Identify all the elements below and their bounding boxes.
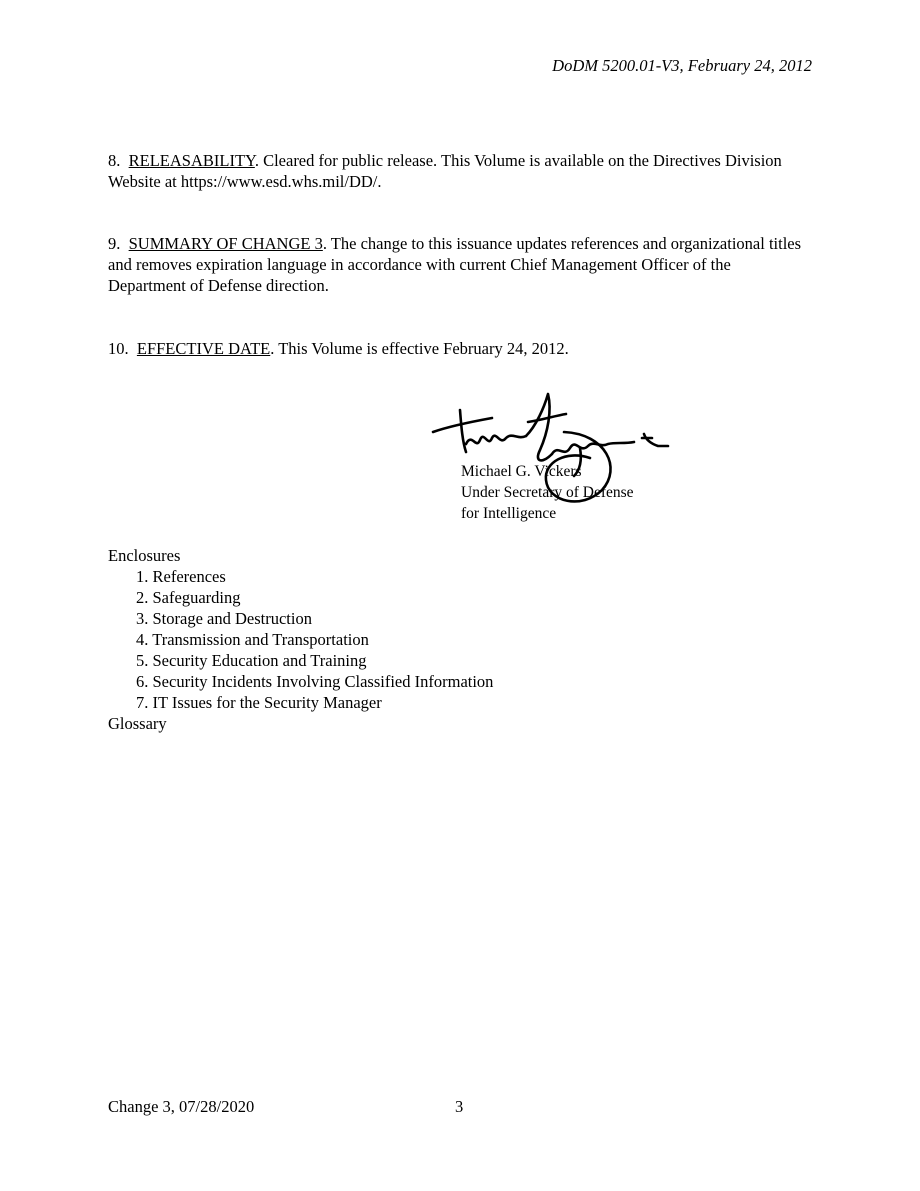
enclosures-title: Enclosures <box>108 546 181 565</box>
enclosure-item: 7. IT Issues for the Security Manager <box>136 693 382 712</box>
enclosure-item: 3. Storage and Destruction <box>136 609 312 628</box>
signature-block <box>430 388 680 528</box>
section-body: . Cleared for public release. This Volume is available on the Directives Division Website at https://www.esd.whs.mil/DD/. <box>108 151 782 191</box>
enclosure-item: 4. Transmission and Transportation <box>136 630 369 649</box>
section-title: SUMMARY OF CHANGE 3 <box>128 234 323 253</box>
enclosure-item: 2. Safeguarding <box>136 588 241 607</box>
enclosure-item: 6. Security Incidents Involving Classified Information <box>136 672 494 691</box>
section-number: 10. <box>108 339 129 358</box>
signatory-title-line2: for Intelligence <box>461 505 557 522</box>
section-releasability-text <box>108 150 808 192</box>
section-body: . This Volume is effective February 24, 2012. <box>270 339 569 358</box>
enclosure-item: 1. References <box>136 567 226 586</box>
section-title: EFFECTIVE DATE <box>136 339 271 358</box>
section-summary-of-change <box>108 233 808 296</box>
section-number: 9. <box>108 234 121 253</box>
footer-page-number: 3 <box>455 1097 464 1116</box>
signatory-names <box>461 461 634 524</box>
section-releasability <box>108 150 808 192</box>
enclosures-section <box>108 545 493 734</box>
section-title: RELEASABILITY <box>128 151 255 170</box>
section-effective-text <box>108 338 808 359</box>
footer-change-label: Change 3, 07/28/2020 <box>108 1097 255 1116</box>
section-summary-text <box>108 233 808 296</box>
section-effective-date <box>108 338 808 359</box>
signatory-title-line1: Under Secretary of Defense <box>461 484 634 501</box>
section-body: . The change to this issuance updates references and organizational titles and removes expiration language in accordance with current Chief Management Officer of the Department of Defense direction. <box>108 234 802 295</box>
section-number: 8. <box>108 151 121 170</box>
glossary-label: Glossary <box>108 714 167 733</box>
signatory-name: Michael G. Vickers <box>461 463 582 480</box>
enclosures-list <box>108 566 493 713</box>
enclosure-item: 5. Security Education and Training <box>136 651 367 670</box>
document-reference-header: DoDM 5200.01-V3, February 24, 2012 <box>552 56 812 75</box>
